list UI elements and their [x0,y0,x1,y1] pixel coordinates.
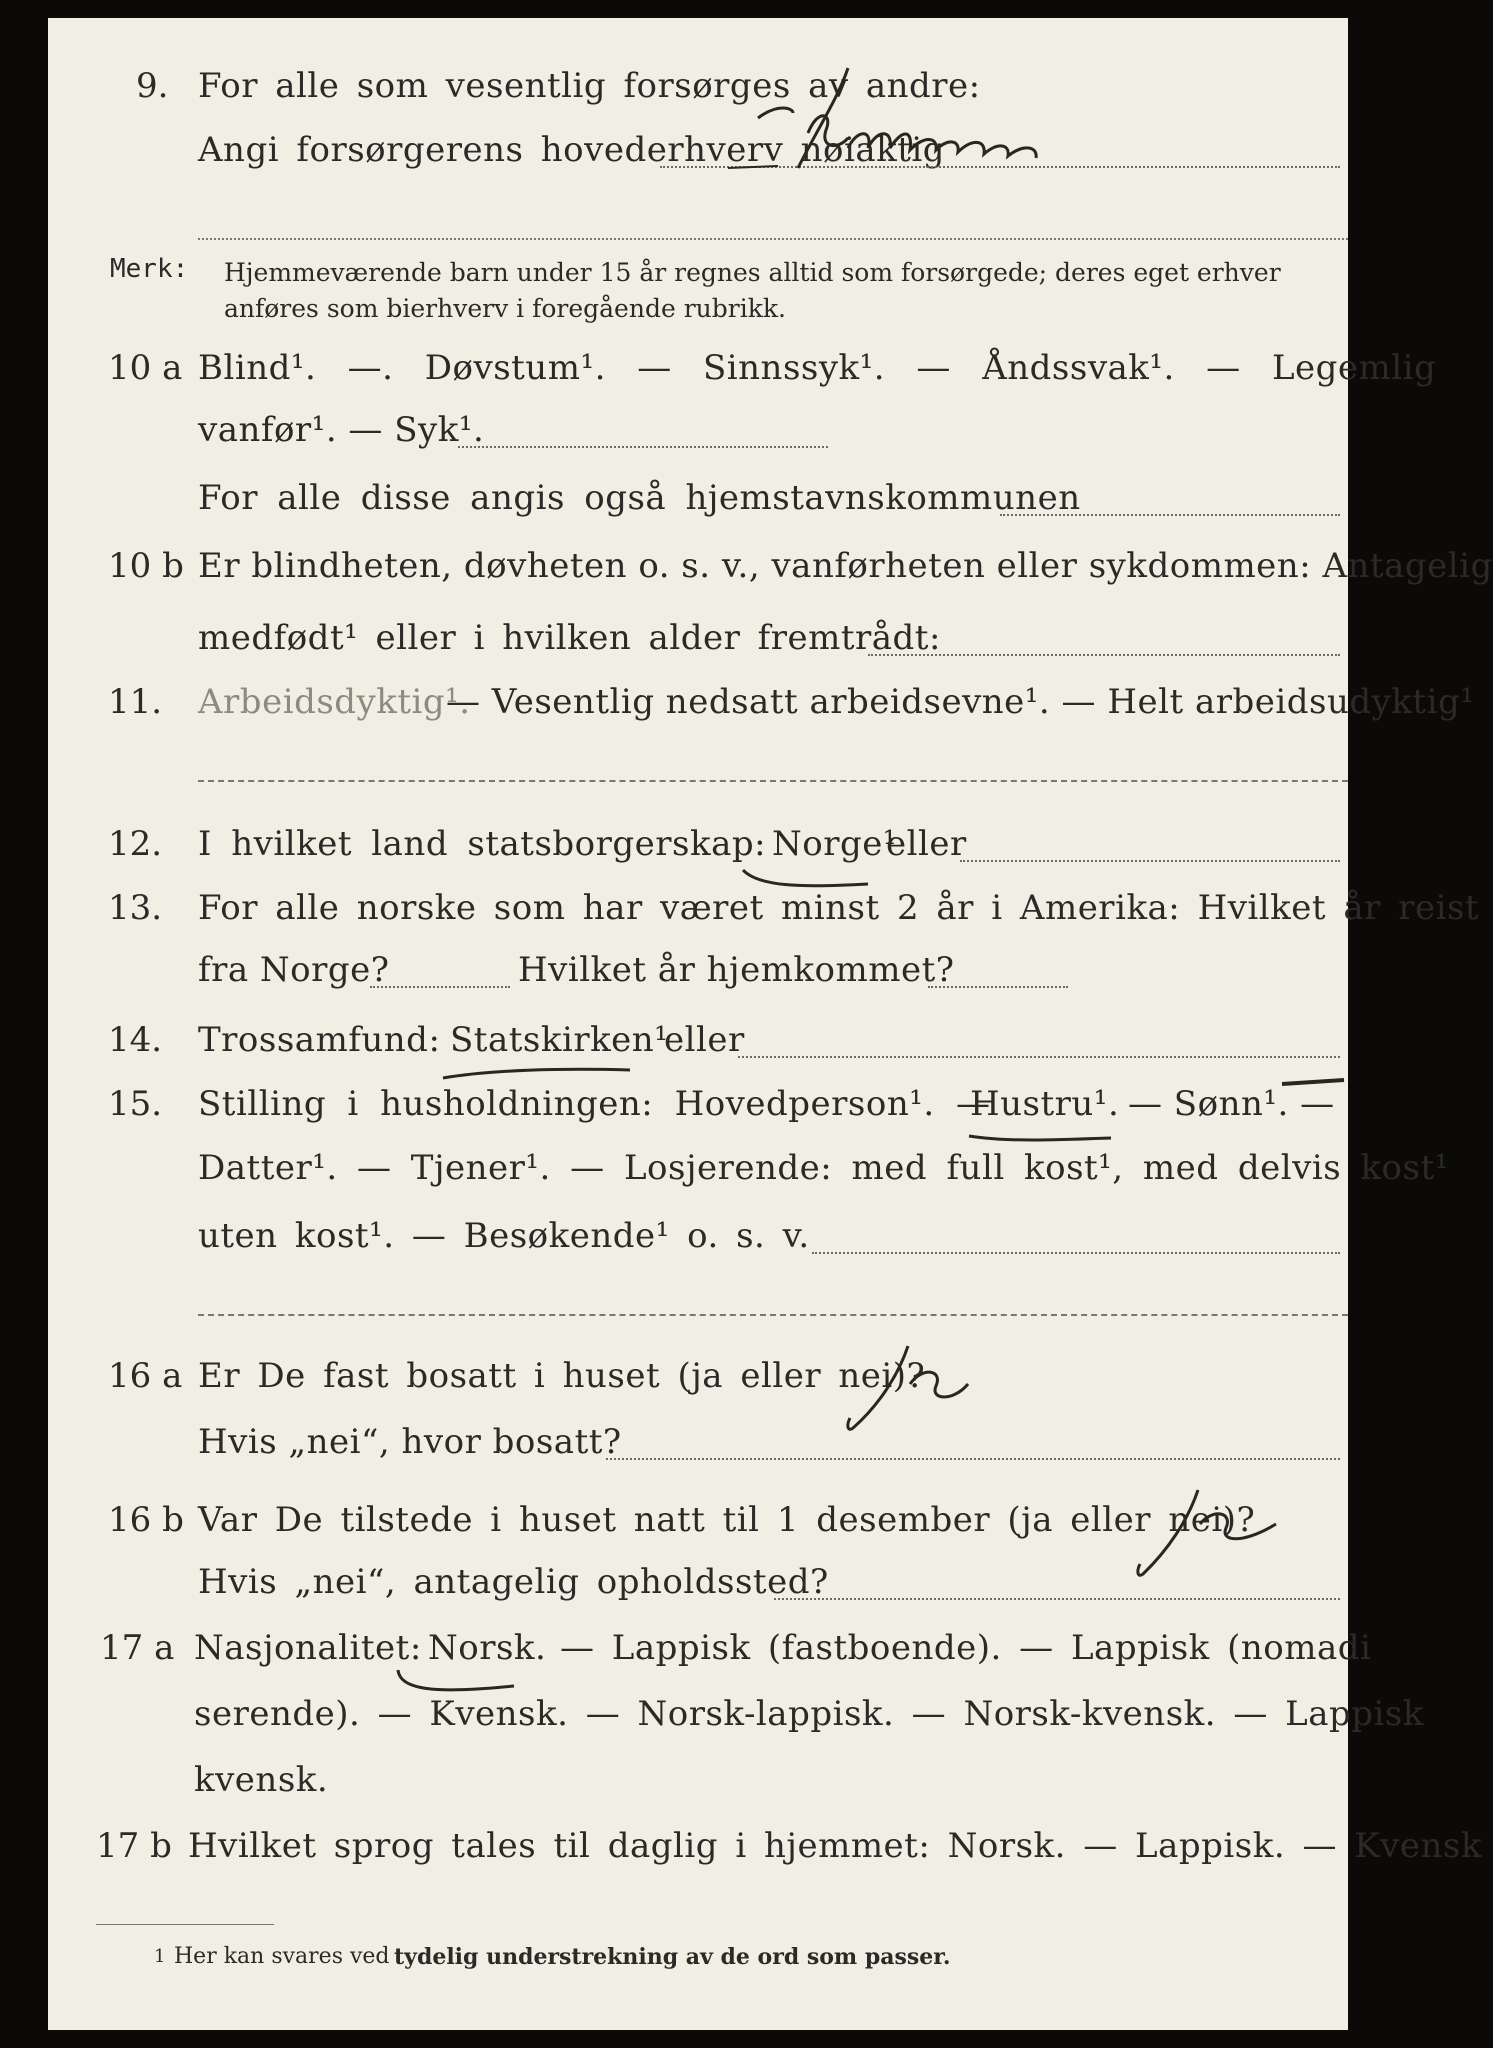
q13-line2b: Hvilket år hjemkommet? [518,950,955,990]
q16b-number: 16 b [108,1500,184,1540]
q12-tail: eller [886,824,967,864]
merk-label: Merk: [110,254,189,284]
q10a-hometown-line [1000,514,1340,516]
q16a-number: 16 a [108,1356,183,1396]
q13-line2a: fra Norge? [198,950,390,990]
q12-choice-norge: Norge¹ [772,824,897,864]
q15-choice-hustru: Hustru¹. [970,1084,1120,1124]
q11-line1: — Vesentlig nedsatt arbeidsevne¹. — Helt arbeidsudyktig¹ [446,682,1475,722]
q13-return-line [928,986,1068,988]
q10a-line3: For alle disse angis også hjemstavnskommunen [198,478,1081,518]
q17b-line1: Hvilket sprog tales til daglig i hjemmet: Norsk. — Lappisk. — Kvensk [188,1826,1482,1866]
q17a-line1b: — Lappisk (fastboende). — Lappisk (nomadi [560,1628,1372,1668]
q17a-number: 17 a [100,1628,175,1668]
q16b-line2: Hvis „nei“, antagelig opholdssted? [198,1562,829,1602]
q16b-answer-line [774,1598,1340,1600]
q12-line1: I hvilket land statsborgerskap: [198,824,767,864]
q10b-number: 10 b [108,546,184,586]
q13-number: 13. [108,888,163,928]
footnote-text: Her kan svares ved [174,1944,390,1969]
q14-number: 14. [108,1020,163,1060]
q9-number: 9. [136,66,169,106]
q14-answer-line [738,1056,1340,1058]
footnote-rule [96,1924,274,1925]
q15-line1a: Stilling i husholdningen: Hovedperson¹. — [198,1084,991,1124]
census-form-page [48,18,1493,2030]
q9-text-line1: For alle som vesentlig forsørges av andre: [198,66,981,106]
q15-line3: uten kost¹. — Besøkende¹ o. s. v. [198,1216,810,1256]
q13-departure-line [370,986,510,988]
q11-faded-option: Arbeidsdyktig¹. [198,682,471,722]
q16a-answer-line [606,1458,1340,1460]
q10a-answer-line [458,446,828,448]
q17a-line2: serende). — Kvensk. — Norsk-lappisk. — Norsk-kvensk. — Lappisk [194,1694,1424,1734]
q12-answer-line [960,860,1340,862]
footnote-bold-text: tydelig understrekning av de ord som passer. [394,1944,951,1970]
q15-number: 15. [108,1084,163,1124]
q17a-line3: kvensk. [194,1760,329,1800]
q17b-number: 17 b [96,1826,172,1866]
q16a-handwritten-answer [828,1336,988,1446]
q9-text-line2: Angi forsørgerens hovederhverv nøiaktig [198,130,946,170]
q10a-line2: vanfør¹. — Syk¹. [198,410,485,450]
q15-line1c: — Sønn¹. — [1128,1084,1335,1124]
merk-line2: anføres som bierhverv i foregående rubrikk. [224,294,786,323]
q11-separator [198,780,1348,782]
q16b-handwritten-answer [1128,1480,1288,1590]
q16b-line1: Var De tilstede i huset natt til 1 desember (ja eller nei)? [198,1500,1256,1540]
q15-line2: Datter¹. — Tjener¹. — Losjerende: med full kost¹, med delvis kost¹ [198,1148,1449,1188]
q10b-answer-line [868,654,1340,656]
q12-number: 12. [108,824,163,864]
q15-answer-line [812,1252,1340,1254]
q15-stray-mark [1278,1074,1348,1094]
q15-separator [198,1314,1348,1316]
q16a-line2: Hvis „nei“, hvor bosatt? [198,1422,622,1462]
q17a-label: Nasjonalitet: [194,1628,422,1668]
q17a-choice-norsk: Norsk. [428,1628,547,1668]
q16a-line1: Er De fast bosatt i huset (ja eller nei)? [198,1356,926,1396]
q14-label: Trossamfund: [198,1020,441,1060]
q13-line1: For alle norske som har været minst 2 år i Amerika: Hvilket år reist [198,888,1480,928]
q11-number: 11. [108,682,163,722]
q10a-number: 10 a [108,348,183,388]
q9-separator [198,238,1348,240]
q14-choice-statskirken: Statskirken¹ [450,1020,669,1060]
q14-tail: eller [664,1020,745,1060]
q10b-line2: medfødt¹ eller i hvilken alder fremtrådt: [198,618,941,658]
q10b-line1: Er blindheten, døvheten o. s. v., vanførheten eller sykdommen: Antagelig [198,546,1493,586]
footnote-mark: 1 [154,1946,166,1967]
q9-handwritten-answer [698,58,1118,188]
q10a-line1: Blind¹. —. Døvstum¹. — Sinnssyk¹. — Åndssvak¹. — Legemlig [198,348,1437,388]
merk-line1: Hjemmeværende barn under 15 år regnes alltid som forsørgede; deres eget erhver [224,258,1281,287]
